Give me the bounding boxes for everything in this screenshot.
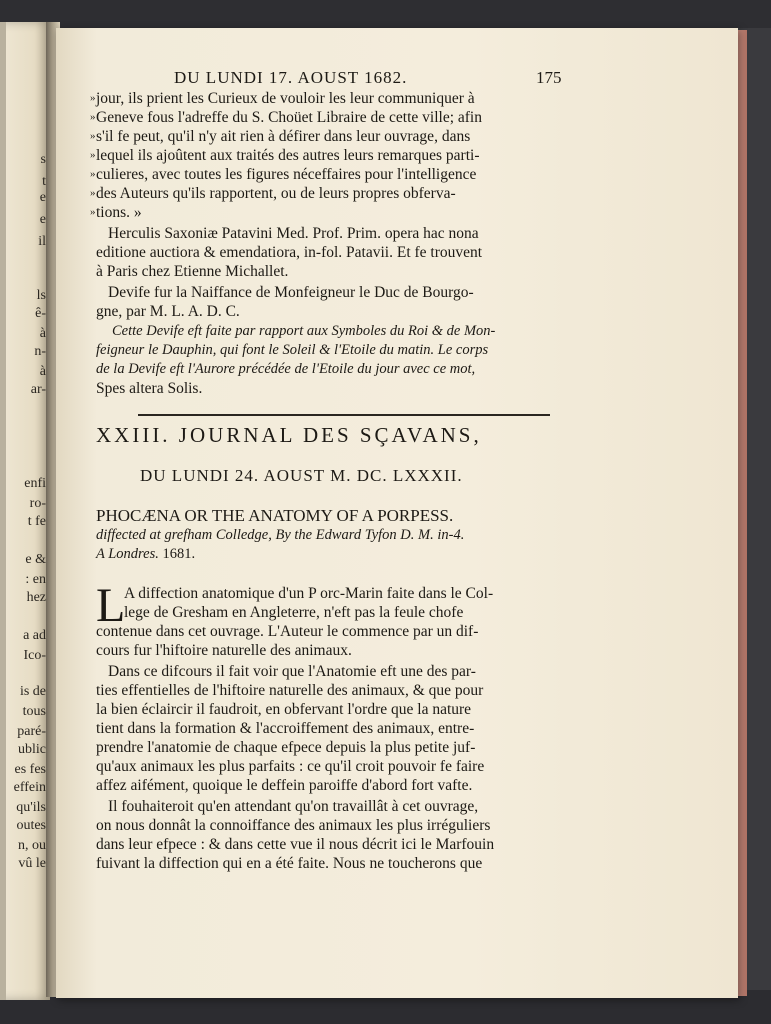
quoted-line: » des Auteurs qu'ils rapportent, ou de leurs propres obferva-	[90, 185, 456, 202]
margin-fragment: ê-	[35, 306, 46, 321]
margin-fragment: Ico-	[23, 648, 46, 663]
paragraph-line: contenue dans cet ouvrage. L'Auteur le commence par un dif-	[96, 623, 479, 640]
margin-fragment: n-	[34, 344, 46, 359]
devise-italic-line: Cette Devife eft faite par rapport aux Symboles du Roi & de Mon-	[112, 323, 496, 339]
journal-date: DU LUNDI 24. AOUST M. DC. LXXXII.	[140, 466, 463, 485]
devise-motto: Spes altera Solis.	[96, 380, 203, 397]
margin-fragment: hez	[26, 590, 46, 605]
paragraph-line: dans leur efpece : & dans cette vue il nous décrit ici le Marfouin	[96, 836, 495, 853]
paragraph-line: on nous donnât la connoiffance des animaux les plus irréguliers	[96, 817, 491, 834]
margin-fragment: il	[38, 234, 46, 249]
paragraph-line: affez aifément, quoique le deffein paroiffe d'abord fort vafte.	[96, 777, 473, 794]
margin-fragment: t	[42, 174, 46, 189]
section-divider	[138, 414, 550, 416]
paragraph-line: fuivant la diffection qui en a été faite. Nous ne toucherons que	[96, 855, 483, 872]
paragraph-line: cours fur l'hiftoire naturelle des animaux.	[96, 642, 352, 659]
drop-cap: L	[96, 579, 126, 632]
margin-fragment: ar-	[30, 382, 46, 397]
paragraph-line: Dans ce difcours il fait voir que l'Anatomie eft une des par-	[108, 663, 476, 680]
margin-fragment: n, ou	[18, 838, 46, 853]
devise-italic-line: de la Devife eft l'Aurore précédée de l'Etoile du jour avec ce mot,	[96, 361, 476, 377]
margin-fragment: ls	[36, 288, 46, 303]
margin-fragment: à	[39, 364, 46, 379]
paragraph-line: la bien éclaircir il faudroit, en obfervant l'ordre que la nature	[96, 701, 472, 718]
right-page	[56, 28, 738, 998]
margin-fragment: tous	[22, 704, 46, 719]
margin-fragment: e &	[25, 552, 46, 567]
left-page	[0, 22, 50, 1000]
herculis-line: editione auctiora & emendatiora, in-fol. Patavii. Et fe trouvent	[96, 244, 483, 261]
paragraph-line: lege de Gresham en Angleterre, n'eft pas la feule chofe	[124, 604, 464, 621]
paragraph-line: tient dans la formation & l'accroiffement des animaux, entre-	[96, 720, 475, 737]
book-imprint: A Londres. 1681.	[96, 546, 196, 562]
quoted-line: » tions. »	[90, 204, 142, 221]
quoted-line: » s'il fe peut, qu'il n'y ait rien à défirer dans leur ouvrage, dans	[90, 128, 471, 145]
margin-fragment: e	[39, 212, 46, 227]
margin-fragment: t fe	[27, 514, 46, 529]
running-title: DU LUNDI 17. AOUST 1682.	[174, 68, 408, 87]
left-page-edge	[0, 22, 6, 1000]
margin-fragment: ublic	[18, 742, 46, 757]
page-number: 175	[536, 68, 562, 87]
devise-line: Devife fur la Naiffance de Monfeigneur le Duc de Bourgo-	[108, 284, 474, 301]
paragraph-line: ties effentielles de l'hiftoire naturelle des animaux, & que pour	[96, 682, 484, 699]
paragraph-line: Il fouhaiteroit qu'en attendant qu'on travaillât à cet ouvrage,	[108, 798, 479, 815]
margin-fragment: is de	[19, 684, 46, 699]
book-title: PHOCÆNA OR THE ANATOMY OF A PORPESS.	[96, 506, 454, 525]
devise-italic-line: feigneur le Dauphin, qui font le Soleil & l'Etoile du matin. Le corps	[96, 342, 489, 358]
margin-fragment: ro-	[29, 496, 46, 511]
margin-fragment: : en	[25, 572, 46, 587]
quoted-line: » jour, ils prient les Curieux de vouloir les leur communiquer à	[90, 90, 475, 107]
quoted-line: » lequel ils ajoûtent aux traités des autres leurs remarques parti-	[90, 147, 480, 164]
margin-fragment: vû le	[18, 856, 46, 871]
margin-fragment: effein	[13, 780, 46, 795]
herculis-line: à Paris chez Etienne Michallet.	[96, 263, 289, 280]
margin-fragment: outes	[16, 818, 46, 833]
margin-fragment: paré-	[17, 724, 46, 739]
margin-fragment: qu'ils	[16, 800, 46, 815]
paragraph-line: A diffection anatomique d'un P orc-Marin faite dans le Col-	[124, 585, 494, 602]
margin-fragment: e	[39, 190, 46, 205]
margin-fragment: a ad	[23, 628, 46, 643]
margin-fragment: enfi	[24, 476, 46, 491]
margin-fragment: à	[39, 326, 46, 341]
herculis-line: Herculis Saxoniæ Patavini Med. Prof. Prim. opera hac nona	[108, 225, 479, 242]
margin-fragment: s	[40, 152, 46, 167]
devise-line: gne, par M. L. A. D. C.	[96, 303, 240, 320]
scan-background-top	[0, 0, 771, 28]
book-subtitle: diffected at grefham Colledge, By the Edward Tyfon D. M. in-4.	[96, 527, 465, 543]
margin-fragment: es fes	[14, 762, 46, 777]
quoted-line: » culieres, avec toutes les figures néceffaires pour l'intelligence	[90, 166, 477, 183]
paragraph-line: prendre l'anatomie de chaque efpece depuis la plus petite juf-	[96, 739, 476, 756]
quoted-line: » Geneve fous l'adreffe du S. Choüet Libraire de cette ville; afin	[90, 109, 482, 126]
journal-title: XXIII. JOURNAL DES SÇAVANS,	[96, 423, 482, 447]
paragraph-line: qu'aux animaux les plus parfaits : ce qu'il croit pouvoir fe faire	[96, 758, 485, 775]
